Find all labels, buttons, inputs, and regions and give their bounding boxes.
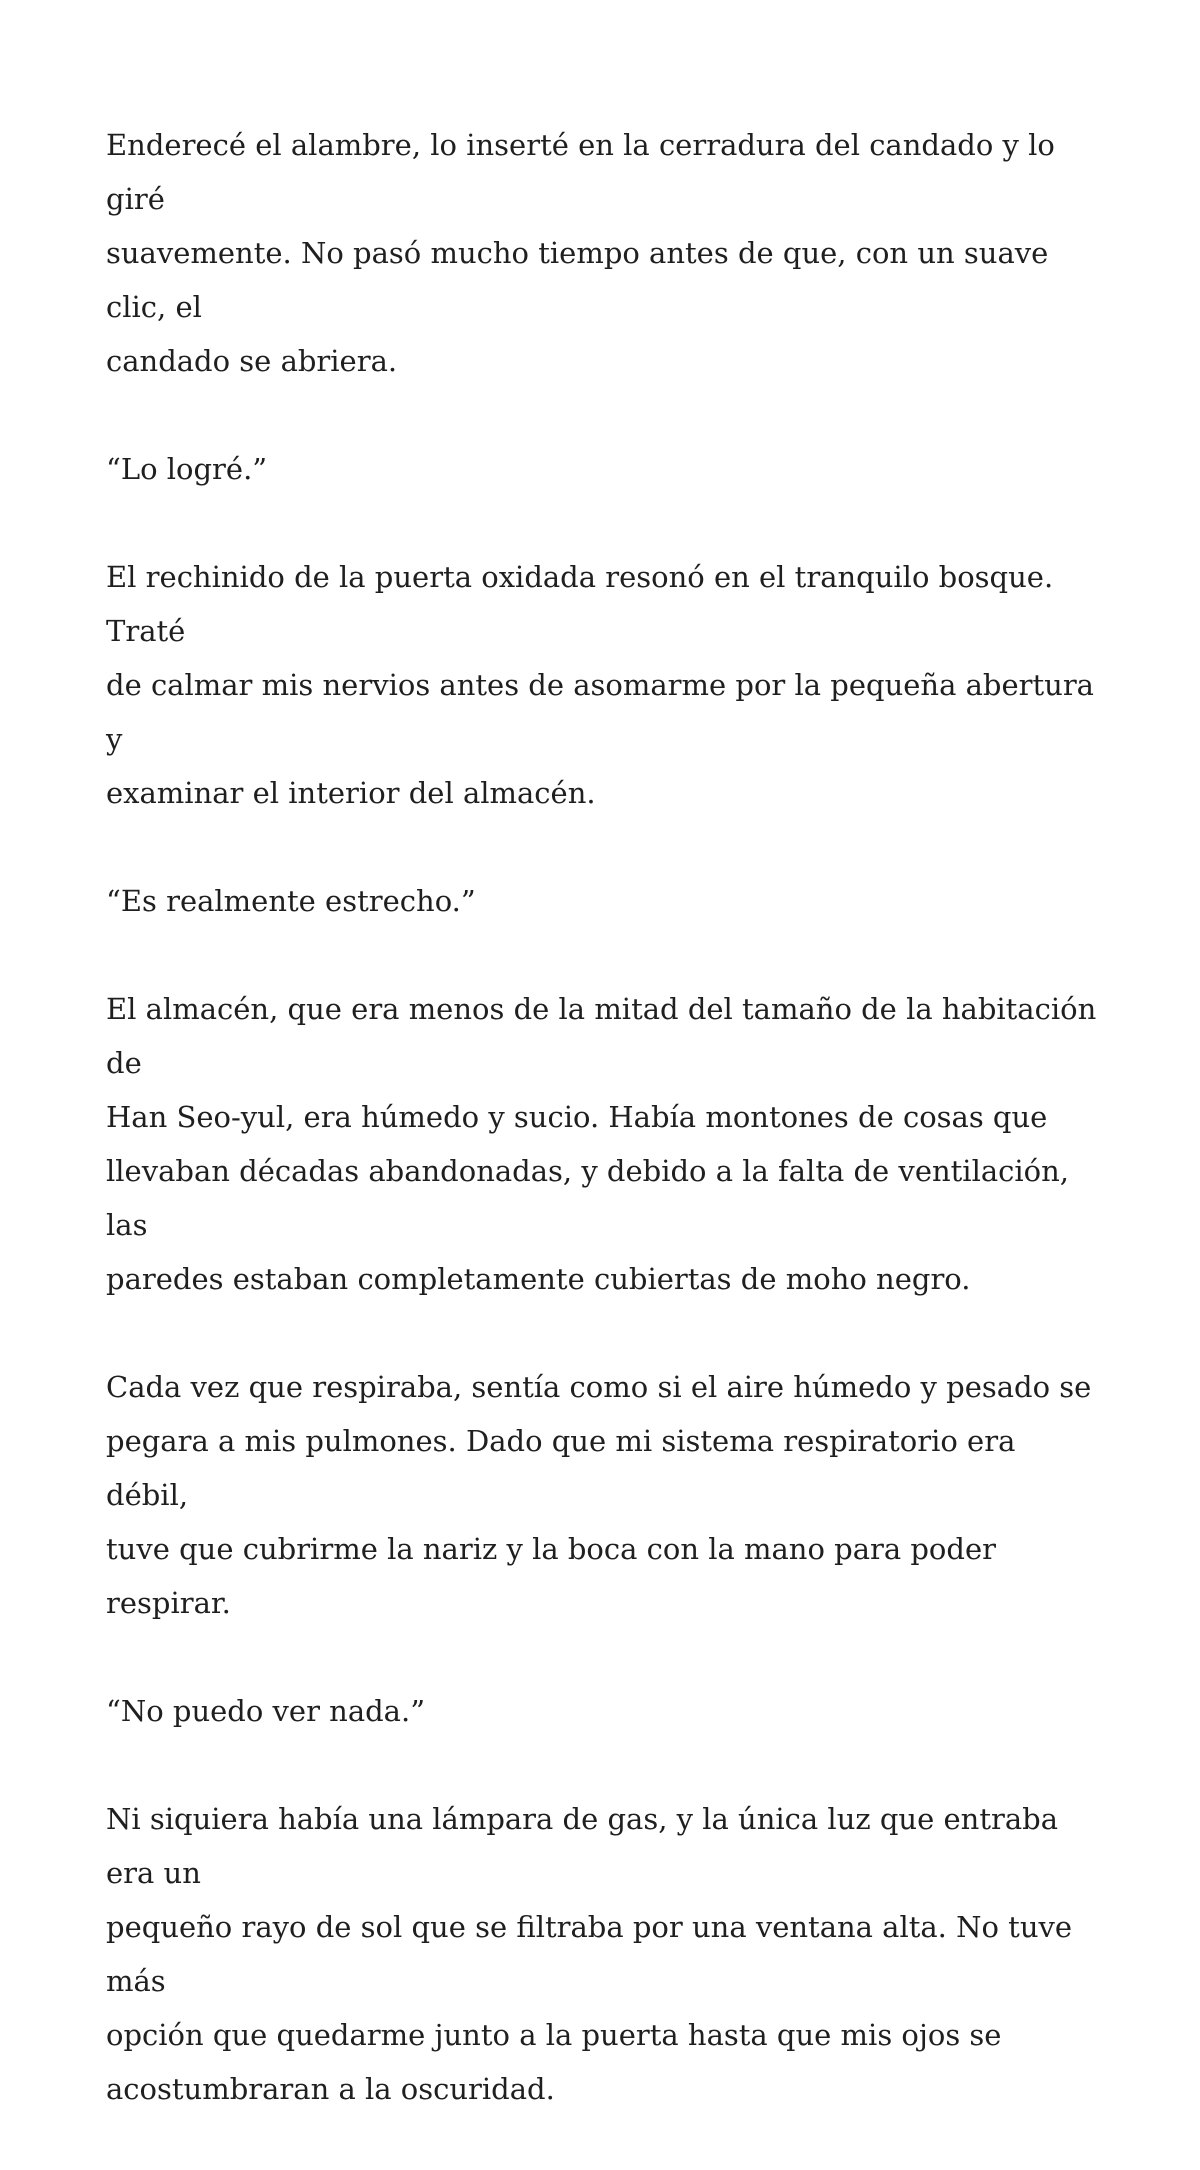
dialogue-2: “Es realmente estrecho.” [106,884,476,918]
dialogue-1: “Lo logré.” [106,452,268,486]
paragraph-4: Cada vez que respiraba, sentía como si el aire húmedo y pesado se pegara a mis pulmones. Dado que mi sistema respiratorio era débil, tuve que cubrirme la nariz y la boca con la mano para poder respirar. [106,1370,1092,1620]
paragraph-5: Ni siquiera había una lámpara de gas, y la única luz que entraba era un pequeño rayo de sol que se filtraba por una ventana alta. No tuve más opción que quedarme junto a la puerta hasta que mis ojos se acostumbraran a la oscuridad. [106,1802,1073,2106]
paragraph-3: El almacén, que era menos de la mitad del tamaño de la habitación de Han Seo-yul, era húmedo y sucio. Había montones de cosas que llevaban décadas abandonadas, y debido a la falta de ventilación, las paredes estaban completamente cubiertas de moho negro. [106,992,1097,1296]
paragraph-2: El rechinido de la puerta oxidada resonó en el tranquilo bosque. Traté de calmar mis nervios antes de asomarme por la pequeña abertura y examinar el interior del almacén. [106,560,1094,810]
text-column [106,118,1106,2170]
paragraph-1: Enderecé el alambre, lo inserté en la cerradura del candado y lo giré suavemente. No pasó mucho tiempo antes de que, con un suave clic, el candado se abriera. [106,128,1055,378]
dialogue-3: “No puedo ver nada.” [106,1694,426,1728]
